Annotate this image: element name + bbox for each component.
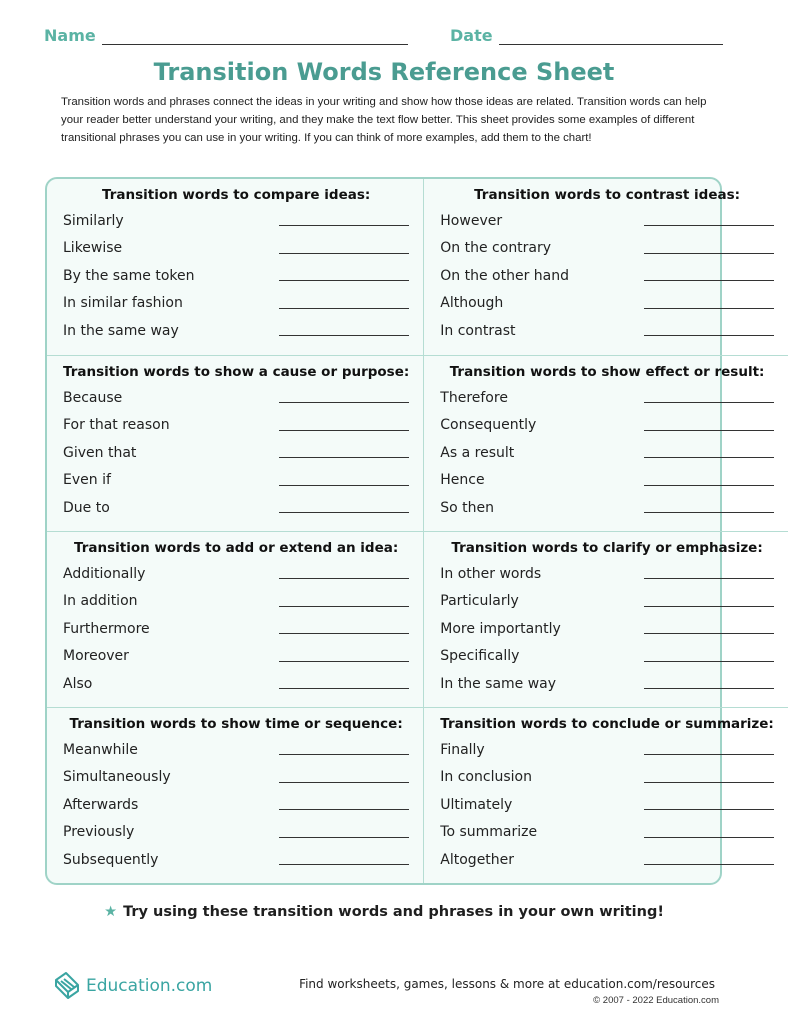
list-item [63,494,409,522]
answer-line[interactable] [279,623,409,634]
section-cell [423,179,788,355]
answer-line[interactable] [279,502,409,513]
section-cell [423,707,788,883]
copyright-text: © 2007 - 2022 Education.com [593,995,719,1006]
item-label: Specifically [440,648,520,665]
answer-line[interactable] [644,502,774,513]
date-label: Date [450,26,493,45]
item-label: Hence [440,472,485,489]
education-logo-icon [52,970,82,1002]
answer-line[interactable] [644,678,774,689]
star-icon: ★ [104,904,118,920]
footer-tip [0,904,768,920]
education-logo[interactable] [52,970,212,1002]
list-item [63,207,409,235]
answer-line[interactable] [279,420,409,431]
item-label: In other words [440,565,542,582]
item-label: Meanwhile [63,741,138,758]
section-title: Transition words to show effect or result: [449,364,765,380]
section-cell [47,355,423,531]
answer-line[interactable] [644,744,774,755]
item-label: To summarize [440,824,538,841]
promo-text: Find worksheets, games, lessons & more at education.com/resources [299,977,715,991]
list-item [440,819,774,847]
intro-paragraph: Transition words and phrases connect the ideas in your writing and show how those ideas are related. Transition words can help your reader better understand your writing, and they make the text flow better. This sheet provides some examples of different transitional phrases you can use in your writing. If you can think of more examples, add them to the chart! [61,96,707,144]
item-label: More importantly [440,620,561,637]
item-label: Although [440,295,504,312]
answer-line[interactable] [279,827,409,838]
answer-line[interactable] [644,243,774,254]
answer-line[interactable] [644,270,774,281]
item-label: Consequently [440,417,537,434]
answer-line[interactable] [279,475,409,486]
name-field[interactable] [44,26,408,45]
section-cell [423,355,788,531]
transition-words-grid [45,177,774,885]
list-item [440,791,774,819]
list-item [440,412,774,440]
section-title: Transition words to clarify or emphasize: [451,540,763,556]
list-item [440,588,774,616]
list-item [63,643,409,671]
list-item [63,317,409,345]
item-label: Finally [440,741,485,758]
item-label: In contrast [440,322,516,339]
section-title: Transition words to contrast ideas: [474,187,741,203]
date-line[interactable] [499,27,723,45]
list-item [63,412,409,440]
item-label: In addition [63,593,138,610]
item-label: Furthermore [63,620,150,637]
item-label: Particularly [440,593,519,610]
list-item [440,615,774,643]
list-item [63,791,409,819]
answer-line[interactable] [279,325,409,336]
list-item [440,262,774,290]
list-item [63,819,409,847]
list-item [440,643,774,671]
list-item [63,560,409,588]
answer-line[interactable] [644,596,774,607]
answer-line[interactable] [644,392,774,403]
list-item [63,670,409,698]
item-label: Additionally [63,565,146,582]
list-item [63,846,409,874]
section-title: Transition words to show time or sequence: [69,716,403,732]
item-label: On the contrary [440,240,552,257]
list-item [63,384,409,412]
answer-line[interactable] [644,651,774,662]
answer-line[interactable] [279,215,409,226]
item-label: Afterwards [63,796,139,813]
list-item [440,736,774,764]
answer-line[interactable] [644,568,774,579]
list-item [440,290,774,318]
answer-line[interactable] [279,678,409,689]
list-item [440,235,774,263]
item-label: However [440,212,503,229]
list-item [63,736,409,764]
list-item [440,384,774,412]
item-label: Simultaneously [63,769,171,786]
item-label: Ultimately [440,796,513,813]
answer-line[interactable] [644,215,774,226]
section-cell [47,531,423,707]
answer-line[interactable] [644,799,774,810]
list-item [440,494,774,522]
item-label: In the same way [63,322,179,339]
answer-line[interactable] [279,568,409,579]
item-label: In the same way [440,675,557,692]
item-label: Due to [63,499,110,516]
section-title: Transition words to compare ideas: [101,187,371,203]
list-item [440,764,774,792]
item-label: Moreover [63,648,129,665]
answer-line[interactable] [644,325,774,336]
answer-line[interactable] [644,475,774,486]
list-item [63,290,409,318]
answer-line[interactable] [644,772,774,783]
answer-line[interactable] [644,827,774,838]
item-label: On the other hand [440,267,570,284]
answer-line[interactable] [279,772,409,783]
logo-text: Education.com [86,976,213,996]
answer-line[interactable] [279,799,409,810]
answer-line[interactable] [279,447,409,458]
item-label: Previously [63,824,135,841]
answer-line[interactable] [279,298,409,309]
name-line[interactable] [102,27,408,45]
answer-line[interactable] [279,596,409,607]
item-label: Subsequently [63,851,159,868]
name-label: Name [44,26,96,45]
answer-line[interactable] [279,243,409,254]
item-label: So then [440,499,495,516]
answer-line[interactable] [644,854,774,865]
list-item [63,467,409,495]
answer-line[interactable] [279,744,409,755]
item-label: By the same token [63,267,195,284]
date-field[interactable] [450,26,723,45]
list-item [440,439,774,467]
answer-line[interactable] [644,623,774,634]
section-cell [423,531,788,707]
answer-line[interactable] [279,651,409,662]
section-title: Transition words to conclude or summarize: [440,716,774,732]
section-cell [47,179,423,355]
list-item [63,764,409,792]
list-item [63,588,409,616]
answer-line[interactable] [279,270,409,281]
section-cell [47,707,423,883]
list-item [440,207,774,235]
section-title: Transition words to add or extend an idea: [74,540,399,556]
item-label: Likewise [63,240,123,257]
item-label: Also [63,675,93,692]
item-label: As a result [440,444,515,461]
item-label: In similar fashion [63,295,183,312]
footer-tip-text: Try using these transition words and phrases in your own writing! [123,904,664,920]
list-item [63,235,409,263]
name-date-row [44,26,724,50]
list-item [63,615,409,643]
list-item [440,560,774,588]
answer-line[interactable] [279,392,409,403]
item-label: Even if [63,472,111,489]
list-item [440,670,774,698]
item-label: Therefore [440,389,508,406]
answer-line[interactable] [279,854,409,865]
item-label: Given that [63,444,137,461]
list-item [63,439,409,467]
list-item [440,467,774,495]
list-item [440,317,774,345]
list-item [440,846,774,874]
item-label: For that reason [63,417,170,434]
section-title: Transition words to show a cause or purpose: [63,364,410,380]
item-label: Similarly [63,212,124,229]
answer-line[interactable] [644,420,774,431]
item-label: In conclusion [440,769,532,786]
item-label: Altogether [440,851,515,868]
answer-line[interactable] [644,298,774,309]
list-item [63,262,409,290]
page-title: Transition Words Reference Sheet [153,58,615,86]
item-label: Because [63,389,123,406]
answer-line[interactable] [644,447,774,458]
